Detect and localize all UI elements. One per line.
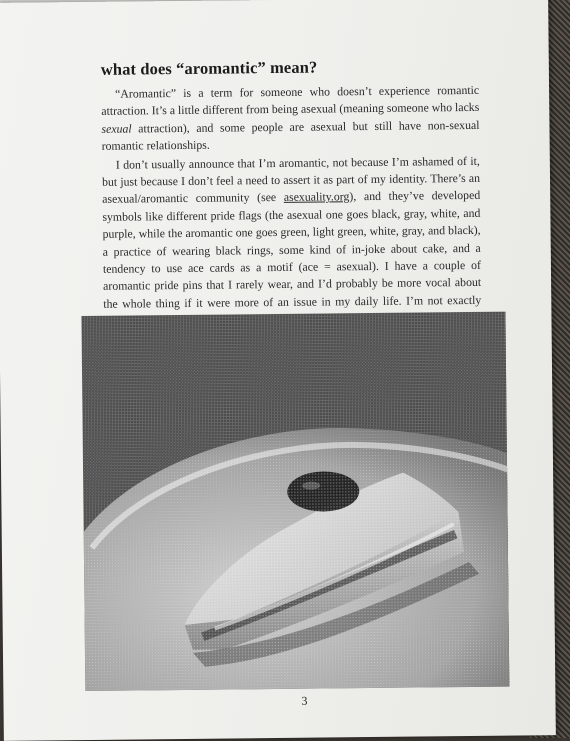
paragraph-text: attraction), and some people are asexual but still have non-sexual romantic relationships. xyxy=(101,117,480,154)
paragraph-definition xyxy=(101,82,480,156)
cake-illustration xyxy=(81,312,509,691)
paragraph-text: “Aromantic” is a term for someone who doesn’t experience romantic attraction. It’s a little different from being asexual (meaning someone who lacks xyxy=(101,82,480,119)
cake-slice-image xyxy=(81,312,509,691)
section-heading: what does “aromantic” mean? xyxy=(100,57,318,79)
asexuality-link[interactable]: asexuality.org xyxy=(283,189,350,205)
paragraph-text: I don’t usually announce that I’m aromantic, not because I’m ashamed of it, but just because I don’t feel a need to assert it as part of my identity. There’s an asexual/aromantic community (see xyxy=(101,153,481,207)
page-content xyxy=(101,56,482,348)
emphasis-text: sexual xyxy=(101,121,132,136)
paragraph-text: ), and they’ve developed symbols like different pride flags (the asexual one goes black, gray, white, and purple, while the aromantic one goes green, light green, white, gray, and black), a practice of wearing black rings, some kind of in-joke about cake, and a tendency to use ace cards as a motif (ace = asexual). I have a couple of aromantic pride pins that I rarely wear, and I’d probably be more vocal about the whole thing if it were more of an issue in my daily life. I’m not exactly xyxy=(102,188,482,311)
page-number: 3 xyxy=(301,693,308,708)
